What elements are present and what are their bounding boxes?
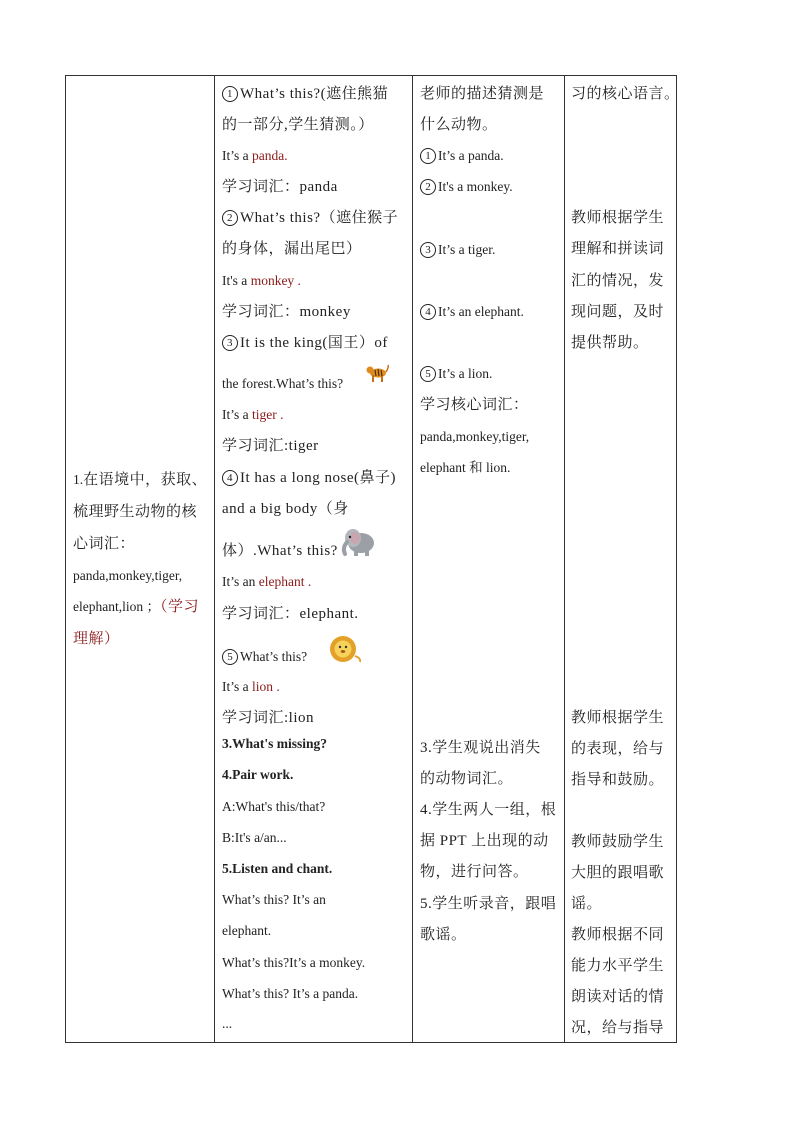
core-vocab-list: panda,monkey,tiger, <box>420 429 530 444</box>
lion-icon <box>325 634 363 666</box>
circled-number: 1 <box>420 148 436 164</box>
student-guess-line: 什么动物。 <box>420 117 498 133</box>
answer-text: It's a monkey. <box>438 179 513 194</box>
activity-pairwork-heading: 4.Pair work. <box>222 767 294 782</box>
assessment-line: 教师根据不同 <box>571 927 665 943</box>
core-vocab-list: elephant 和 lion. <box>420 460 511 475</box>
chant-ellipsis: ... <box>222 1016 233 1031</box>
activity-1-answer <box>222 146 288 166</box>
chant-line: What’s this?It’s a monkey. <box>222 955 366 970</box>
activity-4-question-cont: and a big body（身 <box>222 501 349 517</box>
circled-number: 1 <box>222 86 238 102</box>
answer-text: It’s a lion. <box>438 366 493 381</box>
activity-3-question-cont: the forest.What’s this? <box>222 376 344 391</box>
assessment-cell <box>565 76 680 1043</box>
assessment-line: 理解和拼读词 <box>571 241 665 257</box>
pairwork-line-b: B:It's a/an... <box>222 830 287 845</box>
activity-3-vocab: 学习词汇:tiger <box>222 438 319 454</box>
assessment-line: 汇的情况，发 <box>571 273 665 289</box>
activity-5-answer <box>222 677 280 697</box>
circled-number: 4 <box>222 470 238 486</box>
student-answer-4 <box>420 302 524 322</box>
activity-text: What’s this?(遮住熊猫 <box>240 86 389 102</box>
answer-prefix: It’s a <box>222 407 252 422</box>
activity-1-question-cont: 的一部分,学生猜测。） <box>222 117 374 133</box>
chant-line: What’s this? It’s a panda. <box>222 986 359 1001</box>
answer-text: It’s a tiger. <box>438 242 496 257</box>
goal-vocabulary: panda,monkey,tiger, elephant,lion ； <box>73 567 183 614</box>
answer-prefix: It's a <box>222 273 251 288</box>
goal-number: 1. <box>73 471 84 487</box>
activities-cell <box>215 76 413 1043</box>
answer-text: It’s an elephant. <box>438 304 524 319</box>
core-vocab-label: 学习核心词汇： <box>420 397 529 413</box>
activity-2-question <box>222 208 398 228</box>
student-answer-5 <box>420 364 492 384</box>
goal-description: 在语境中，获取、梳理野生动物的核心词汇： <box>73 471 208 552</box>
activity-text: It has a long nose(鼻子) <box>240 470 396 486</box>
chant-line: What’s this? It’s an <box>222 892 326 907</box>
assessment-line: 教师根据学生 <box>571 210 665 226</box>
activity-4-question <box>222 468 396 488</box>
pairwork-line-a: A:What's this/that? <box>222 799 326 814</box>
student-answer-2 <box>420 177 513 197</box>
answer-word: elephant . <box>258 574 312 589</box>
student-guess-line: 老师的描述猜测是 <box>420 86 545 102</box>
goal-tag: 学习理解 <box>73 598 200 647</box>
assessment-line: 教师鼓励学生 <box>571 834 665 850</box>
circled-number: 2 <box>222 210 238 226</box>
activity-1-vocab: 学习词汇：panda <box>222 179 338 195</box>
student-chant-line: 5.学生听录音，跟唱 <box>420 896 557 912</box>
circled-number: 5 <box>222 649 238 665</box>
lesson-plan-table <box>65 75 680 1043</box>
activity-5-vocab: 学习词汇:lion <box>222 710 315 726</box>
answer-prefix: It’s an <box>222 574 259 589</box>
circled-number: 4 <box>420 304 436 320</box>
activity-text: What’s this?（遮住猴子 <box>240 210 399 226</box>
goal-cell <box>66 76 215 1043</box>
goal-paren-close: ） <box>104 630 120 647</box>
activity-1-question <box>222 84 388 104</box>
elephant-icon <box>339 526 379 558</box>
assessment-line: 的表现，给与 <box>571 741 665 757</box>
activity-4-question-cont2: 体）.What’s this? <box>222 543 338 559</box>
answer-word: tiger . <box>252 407 284 422</box>
assessment-line: 提供帮助。 <box>571 335 649 351</box>
activity-text: What’s this? <box>240 649 308 664</box>
assessment-line: 况，给与指导 <box>571 1020 665 1036</box>
activity-2-vocab: 学习词汇：monkey <box>222 304 351 320</box>
student-pairwork-line: 据 PPT 上出现的动 <box>420 833 549 849</box>
activity-3-question <box>222 333 388 353</box>
circled-number: 2 <box>420 179 436 195</box>
activity-missing-heading: 3.What's missing? <box>222 736 328 751</box>
chant-line: elephant. <box>222 923 272 938</box>
answer-text: It’s a panda. <box>438 148 504 163</box>
student-answer-3 <box>420 240 495 260</box>
students-cell <box>413 76 565 1043</box>
tiger-icon <box>365 363 389 385</box>
answer-prefix: It’s a <box>222 148 252 163</box>
activity-4-vocab: 学习词汇：elephant. <box>222 606 359 622</box>
answer-prefix: It’s a <box>222 679 252 694</box>
activity-2-answer <box>222 271 301 291</box>
assessment-line: 指导和鼓励。 <box>571 772 665 788</box>
answer-word: panda. <box>252 148 288 163</box>
assessment-line: 现问题，及时 <box>571 304 665 320</box>
activity-4-answer <box>222 572 311 592</box>
circled-number: 5 <box>420 366 436 382</box>
activity-chant-heading: 5.Listen and chant. <box>222 861 333 876</box>
assessment-line: 教师根据学生 <box>571 710 665 726</box>
assessment-line: 能力水平学生 <box>571 958 665 974</box>
assessment-line: 大胆的跟唱歌 <box>571 865 665 881</box>
activity-2-question-cont: 的身体，漏出尾巴） <box>222 241 362 257</box>
goal-text <box>66 464 214 655</box>
activity-3-answer <box>222 405 284 425</box>
student-missing-line: 3.学生观说出消失 <box>420 740 541 756</box>
goal-paren-open: （ <box>159 598 168 615</box>
activity-5-question <box>222 647 307 667</box>
answer-word: lion . <box>252 679 280 694</box>
student-missing-line: 的动物词汇。 <box>420 771 514 787</box>
answer-word: monkey . <box>250 273 301 288</box>
circled-number: 3 <box>222 335 238 351</box>
activity-text: It is the king(国王）of <box>240 335 388 351</box>
circled-number: 3 <box>420 242 436 258</box>
assessment-line: 谣。 <box>571 896 603 912</box>
student-chant-line: 歌谣。 <box>420 927 467 943</box>
student-pairwork-line: 4.学生两人一组，根 <box>420 802 557 818</box>
student-pairwork-line: 物，进行问答。 <box>420 864 529 880</box>
assessment-line: 朗读对话的情 <box>571 989 665 1005</box>
student-answer-1 <box>420 146 504 166</box>
assessment-line: 习的核心语言。 <box>571 86 680 102</box>
